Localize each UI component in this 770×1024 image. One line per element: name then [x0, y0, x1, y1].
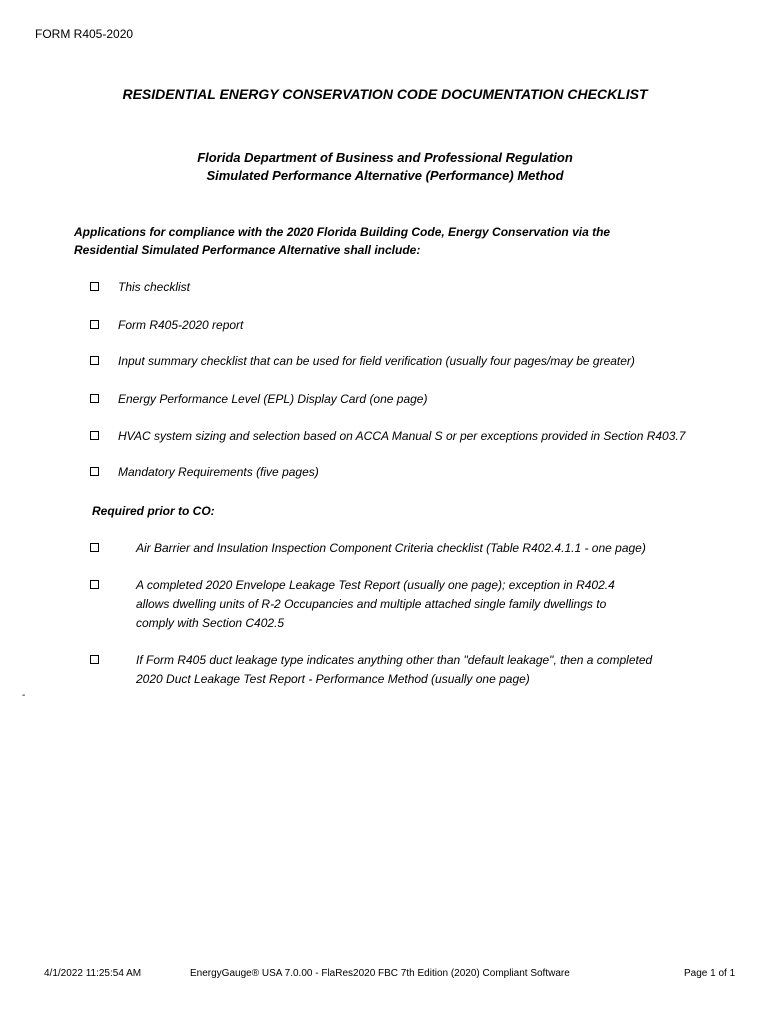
checklist-item-label: HVAC system sizing and selection based on ACCA Manual S or per exceptions provided in Section R403.7: [118, 429, 686, 443]
checkbox-icon[interactable]: [90, 282, 99, 291]
footer-timestamp: 4/1/2022 11:25:54 AM: [44, 968, 142, 979]
intro-line-1: Applications for compliance with the 2020 Florida Building Code, Energy Conservation via the: [74, 225, 611, 239]
stray-mark: -: [22, 690, 26, 701]
checkbox-icon[interactable]: [90, 543, 99, 552]
required-item-line: 2020 Duct Leakage Test Report - Performance Method (usually one page): [136, 672, 530, 686]
checklist-item-label: This checklist: [118, 280, 191, 294]
checkbox-icon[interactable]: [90, 394, 99, 403]
required-item-line: allows dwelling units of R-2 Occupancies and multiple attached single family dwellings to: [136, 597, 607, 611]
required-item-line: A completed 2020 Envelope Leakage Test Report (usually one page); exception in R402.4: [136, 578, 615, 592]
subtitle-line-1: Florida Department of Business and Professional Regulation: [197, 150, 573, 165]
required-item-line: Air Barrier and Insulation Inspection Component Criteria checklist (Table R402.4.1.1 - one page): [136, 541, 646, 555]
required-item-line: If Form R405 duct leakage type indicates anything other than "default leakage", then a completed: [136, 653, 653, 667]
checkbox-icon[interactable]: [90, 431, 99, 440]
checkbox-icon[interactable]: [90, 655, 99, 664]
required-item-line: comply with Section C402.5: [136, 616, 285, 630]
checklist-item-label: Mandatory Requirements (five pages): [118, 465, 319, 479]
intro-line-2: Residential Simulated Performance Alternative shall include:: [74, 243, 421, 257]
page-title: RESIDENTIAL ENERGY CONSERVATION CODE DOCUMENTATION CHECKLIST: [122, 86, 648, 102]
checklist-item-label: Form R405-2020 report: [118, 318, 244, 332]
form-id: FORM R405-2020: [35, 27, 134, 41]
checkbox-icon[interactable]: [90, 467, 99, 476]
footer-software: EnergyGauge® USA 7.0.00 - FlaRes2020 FBC 7th Edition (2020) Compliant Software: [190, 968, 570, 979]
required-prior-to-co-label: Required prior to CO:: [92, 504, 215, 518]
footer-page-number: Page 1 of 1: [684, 968, 736, 979]
checkbox-icon[interactable]: [90, 356, 99, 365]
checkbox-icon[interactable]: [90, 320, 99, 329]
subtitle-line-2: Simulated Performance Alternative (Performance) Method: [206, 168, 564, 183]
checklist-item-label: Energy Performance Level (EPL) Display Card (one page): [118, 392, 428, 406]
checklist-item-label: Input summary checklist that can be used for field verification (usually four pages/may be greater): [118, 354, 635, 368]
checkbox-icon[interactable]: [90, 580, 99, 589]
